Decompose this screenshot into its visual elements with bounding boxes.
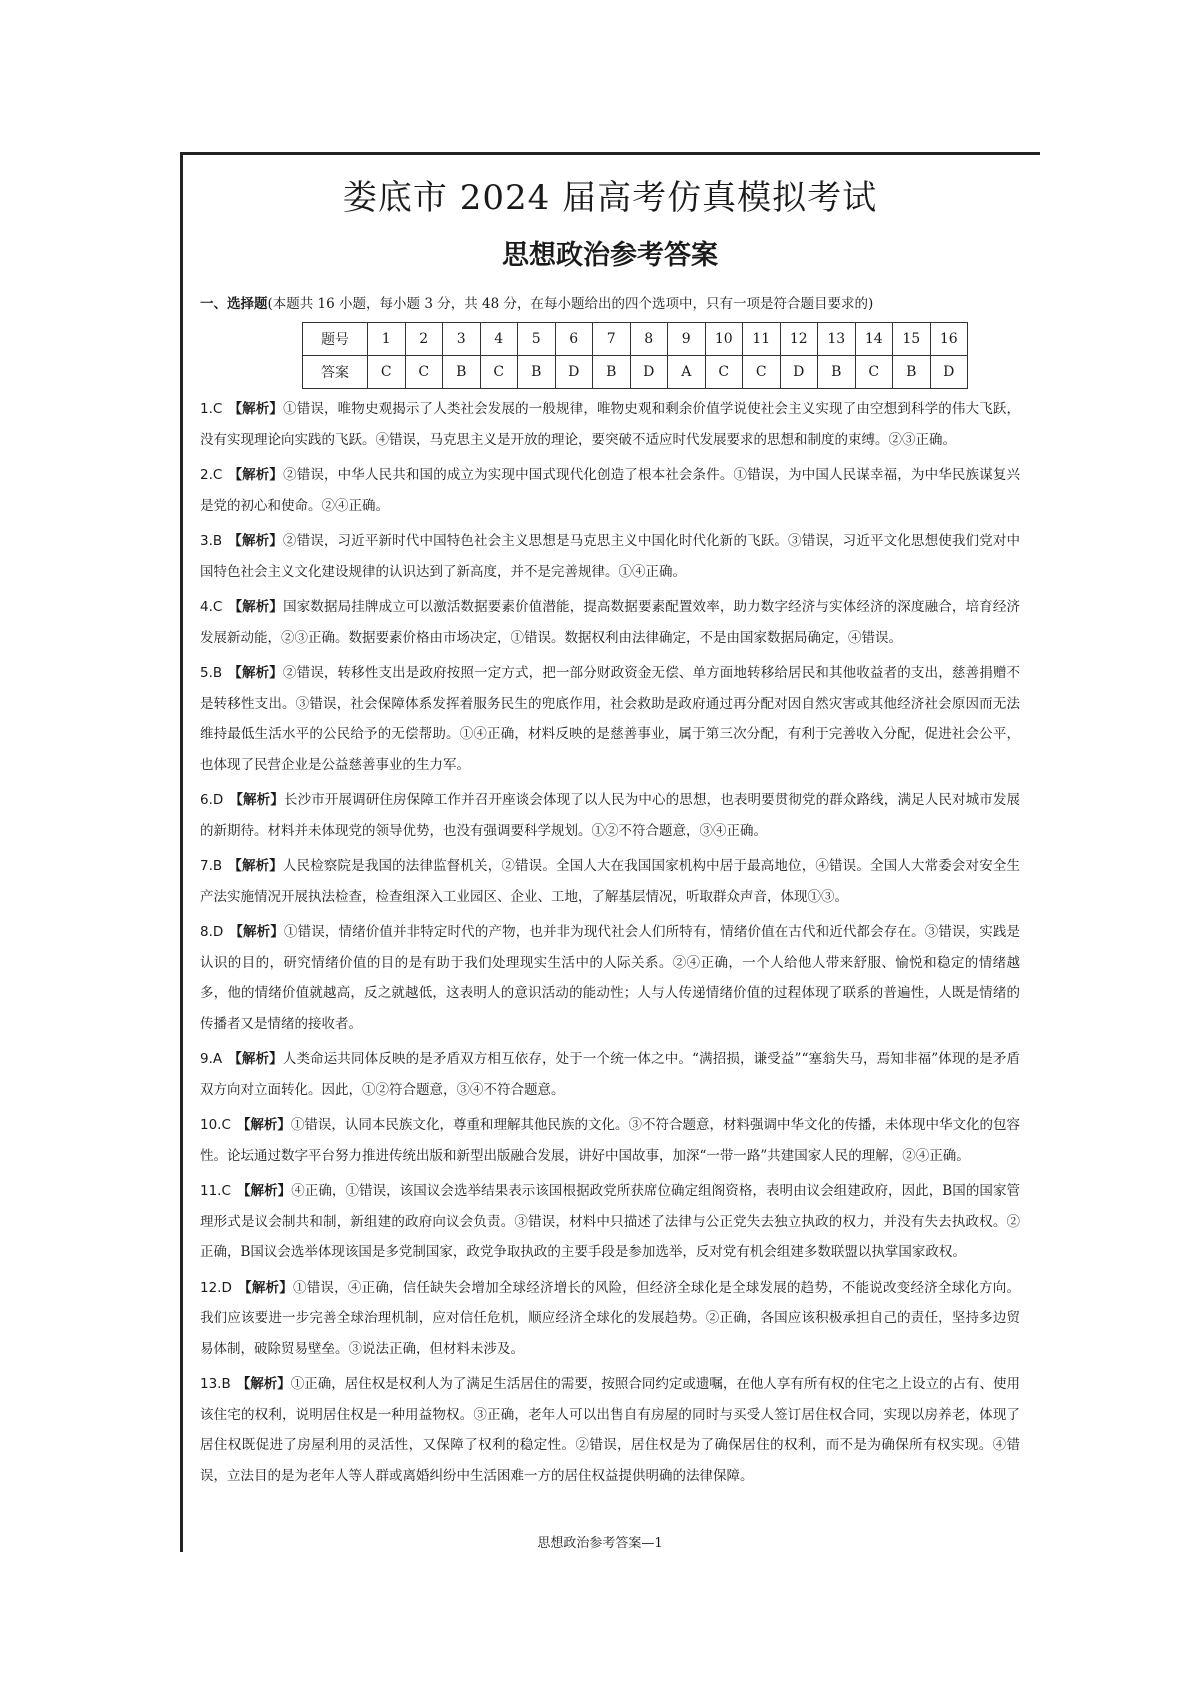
- question-number: 11: [743, 323, 781, 356]
- page-footer: 思想政治参考答案—1: [537, 1536, 663, 1551]
- analysis-item-13: [200, 1369, 1020, 1491]
- question-number: 4: [480, 323, 518, 356]
- answer-cell: D: [630, 356, 668, 389]
- analysis-text: ④正确，①错误，该国议会选举结果表示该国根据政党所获席位确定组阁资格，表明由议会组建政府，因此，B国的国家管理形式是议会制共和制，新组建的政府向议会负责。③错误，材料中只描述了法律与公正党失去独立执政的权力，并没有失去执政权。②正确，B国议会选举体现该国是多党制国家，政党争取执政的主要手段是参加选举，反对党有机会组建多数联盟以执掌国家政权。: [200, 1183, 1021, 1260]
- analysis-tag: 【解析】: [228, 533, 283, 549]
- answer-table: [302, 322, 968, 389]
- question-number: 6: [555, 323, 593, 356]
- answer-cell: B: [893, 356, 931, 389]
- question-number: 14: [855, 323, 893, 356]
- question-number: 7: [593, 323, 631, 356]
- analysis-tag: 【解析】: [229, 924, 284, 940]
- analysis-item-11: [200, 1176, 1020, 1268]
- answer-cell: D: [780, 356, 818, 389]
- item-number: 4.C: [200, 599, 223, 615]
- question-number: 8: [630, 323, 668, 356]
- section-label: 一、选择题: [200, 296, 268, 312]
- answer-cell: C: [705, 356, 743, 389]
- analysis-text: 国家数据局挂牌成立可以激活数据要素价值潜能，提高数据要素配置效率，助力数字经济与实体经济的深度融合，培育经济发展新动能，②③正确。数据要素价格由市场决定，①错误。数据权利由法律确定，不是由国家数据局确定，④错误。: [200, 599, 1020, 646]
- question-number-row: [303, 323, 968, 356]
- analysis-text: ①错误，唯物史观揭示了人类社会发展的一般规律，唯物史观和剩余价值学说使社会主义实现了由空想到科学的伟大飞跃，没有实现理论向实践的飞跃。④错误，马克思主义是开放的理论，要突破不适应时代发展要求的思想和制度的束缚。②③正确。: [200, 401, 1020, 448]
- analysis-tag: 【解析】: [236, 1117, 291, 1133]
- item-number: 10.C: [200, 1117, 231, 1133]
- item-number: 9.A: [200, 1051, 223, 1067]
- analysis-item-1: [200, 394, 1020, 455]
- analysis-tag: 【解析】: [228, 858, 283, 874]
- answer-cell: B: [443, 356, 481, 389]
- answer-cell: B: [593, 356, 631, 389]
- analysis-tag: 【解析】: [237, 1279, 293, 1296]
- question-number: 2: [405, 323, 443, 356]
- analysis-tag: 【解析】: [228, 401, 284, 417]
- analysis-text: ②错误，中华人民共和国的成立为实现中国式现代化创造了根本社会条件。①错误，为中国人民谋幸福，为中华民族谋复兴是党的初心和使命。②④正确。: [200, 467, 1020, 514]
- analysis-text: ②错误，习近平新时代中国特色社会主义思想是马克思主义中国化时代化新的飞跃。③错误，习近平文化思想使我们党对中国特色社会主义文化建设规律的认识达到了新高度，并不是完善规律。①④正确。: [200, 533, 1021, 580]
- analysis-text: 人民检察院是我国的法律监督机关，②错误。全国人大在我国国家机构中居于最高地位，④错误。全国人大常委会对安全生产法实施情况开展执法检查，检查组深入工业园区、企业、工地，了解基层情况，听取群众声音，体现①③。: [200, 858, 1021, 905]
- analysis-text: ①错误，④正确，信任缺失会增加全球经济增长的风险，但经济全球化是全球发展的趋势，不能说改变经济全球化方向。我们应该要进一步完善全球治理机制，应对信任危机，顺应经济全球化的发展趋势。②正确，各国应该积极承担自己的责任，坚持多边贸易体制，破除贸易壁垒。③说法正确，但材料未涉及。: [200, 1279, 1021, 1357]
- answer-sheet: [180, 152, 1040, 1552]
- question-number: 12: [780, 323, 818, 356]
- item-number: 1.C: [200, 401, 223, 417]
- analysis-tag: 【解析】: [229, 792, 284, 808]
- analysis-text: 人类命运共同体反映的是矛盾双方相互依存，处于一个统一体之中。“满招损，谦受益”“塞翁失马，焉知非福”体现的是矛盾双方向对立面转化。因此，①②符合题意，③④不符合题意。: [200, 1051, 1020, 1098]
- analysis-tag: 【解析】: [228, 665, 283, 681]
- question-number: 10: [705, 323, 743, 356]
- answer-cell: C: [480, 356, 518, 389]
- analysis-text: 长沙市开展调研住房保障工作并召开座谈会体现了以人民为中心的思想，也表明要贯彻党的群众路线，满足人民对城市发展的新期待。材料并未体现党的领导优势，也没有强调要科学规划。①②不符合题意，③④正确。: [200, 792, 1021, 839]
- content: [200, 152, 1020, 1491]
- question-number: 3: [443, 323, 481, 356]
- analysis-item-4: [200, 592, 1020, 653]
- question-number: 9: [668, 323, 706, 356]
- analysis-text: ②错误，转移性支出是政府按照一定方式，把一部分财政资金无偿、单方面地转移给居民和其他收益者的支出，慈善捐赠不是转移性支出。③错误，社会保障体系发挥着服务民生的兜底作用，社会救助是政府通过再分配对因自然灾害或其他经济社会原因而无法维持最低生活水平的公民给予的无偿帮助。①④正确，材料反映的是慈善事业，属于第三次分配，有利于完善收入分配，促进社会公平，也体现了民营企业是公益慈善事业的生力军。: [200, 665, 1021, 773]
- analysis-item-5: [200, 658, 1020, 780]
- page-title: 娄底市 2024 届高考仿真模拟考试: [342, 178, 878, 218]
- item-number: 11.C: [200, 1183, 231, 1199]
- question-number-header: 题号: [303, 323, 368, 356]
- analysis-tag: 【解析】: [228, 1051, 283, 1067]
- answer-cell: B: [818, 356, 856, 389]
- question-number: 1: [368, 323, 406, 356]
- item-number: 12.D: [200, 1279, 232, 1296]
- answer-row: [303, 356, 968, 389]
- analysis-item-12: [200, 1273, 1020, 1365]
- item-number: 7.B: [200, 858, 223, 874]
- section-note: (本题共 16 小题，每小题 3 分，共 48 分，在每小题给出的四个选项中，只有一项是符合题目要求的): [267, 296, 874, 312]
- answer-cell: A: [668, 356, 706, 389]
- answer-cell: C: [368, 356, 406, 389]
- answer-cell: C: [855, 356, 893, 389]
- analysis-item-3: [200, 526, 1020, 587]
- answer-header: 答案: [303, 356, 368, 389]
- analysis-item-10: [200, 1110, 1020, 1171]
- item-number: 13.B: [200, 1376, 231, 1392]
- question-number: 5: [518, 323, 556, 356]
- section-heading: [200, 292, 1020, 312]
- item-number: 6.D: [200, 792, 224, 808]
- item-number: 5.B: [200, 665, 223, 681]
- analysis-text: ①错误，认同本民族文化，尊重和理解其他民族的文化。③不符合题意，材料强调中华文化的传播，未体现中华文化的包容性。论坛通过数字平台努力推进传统出版和新型出版融合发展，讲好中国故事，加深“一带一路”共建国家人民的理解，②④正确。: [200, 1117, 1021, 1164]
- analysis-item-6: [200, 785, 1020, 846]
- question-number: 13: [818, 323, 856, 356]
- analysis-item-2: [200, 460, 1020, 521]
- analysis-tag: 【解析】: [228, 467, 284, 483]
- item-number: 3.B: [200, 533, 223, 549]
- question-number: 16: [930, 323, 968, 356]
- analysis-text: ①正确，居住权是权利人为了满足生活居住的需要，按照合同约定或遗嘱，在他人享有所有权的住宅之上设立的占有、使用该住宅的权利，说明居住权是一种用益物权。③正确，老年人可以出售自有房屋的同时与买受人签订居住权合同，实现以房养老，体现了居住权既促进了房屋利用的灵活性，又保障了权利的稳定性。②错误，居住权是为了确保居住的权利，而不是为确保所有权实现。④错误，立法目的是为老年人等人群或离婚纠纷中生活困难一方的居住权益提供明确的法律保障。: [200, 1376, 1021, 1484]
- analysis-text: ①错误，情绪价值并非特定时代的产物，也并非为现代社会人们所特有，情绪价值在古代和近代都会存在。③错误，实践是认识的目的，研究情绪价值的目的是有助于我们处理现实生活中的人际关系。②④正确，一个人给他人带来舒服、愉悦和稳定的情绪越多，他的情绪价值就越高，反之就越低，这表明人的意识活动的能动性；人与人传递情绪价值的过程体现了联系的普遍性，人既是情绪的传播者又是情绪的接收者。: [200, 924, 1021, 1032]
- page-subtitle: 思想政治参考答案: [502, 240, 718, 271]
- answer-cell: C: [743, 356, 781, 389]
- answer-cell: D: [555, 356, 593, 389]
- analysis-item-7: [200, 851, 1020, 912]
- answer-cell: B: [518, 356, 556, 389]
- analysis-tag: 【解析】: [236, 1376, 291, 1392]
- answer-cell: D: [930, 356, 968, 389]
- question-number: 15: [893, 323, 931, 356]
- item-number: 8.D: [200, 924, 224, 940]
- analysis-tag: 【解析】: [236, 1183, 292, 1199]
- analysis-tag: 【解析】: [228, 599, 284, 615]
- item-number: 2.C: [200, 467, 223, 483]
- answer-cell: C: [405, 356, 443, 389]
- analysis-item-8: [200, 917, 1020, 1039]
- left-border: [180, 152, 183, 1552]
- analysis-item-9: [200, 1044, 1020, 1105]
